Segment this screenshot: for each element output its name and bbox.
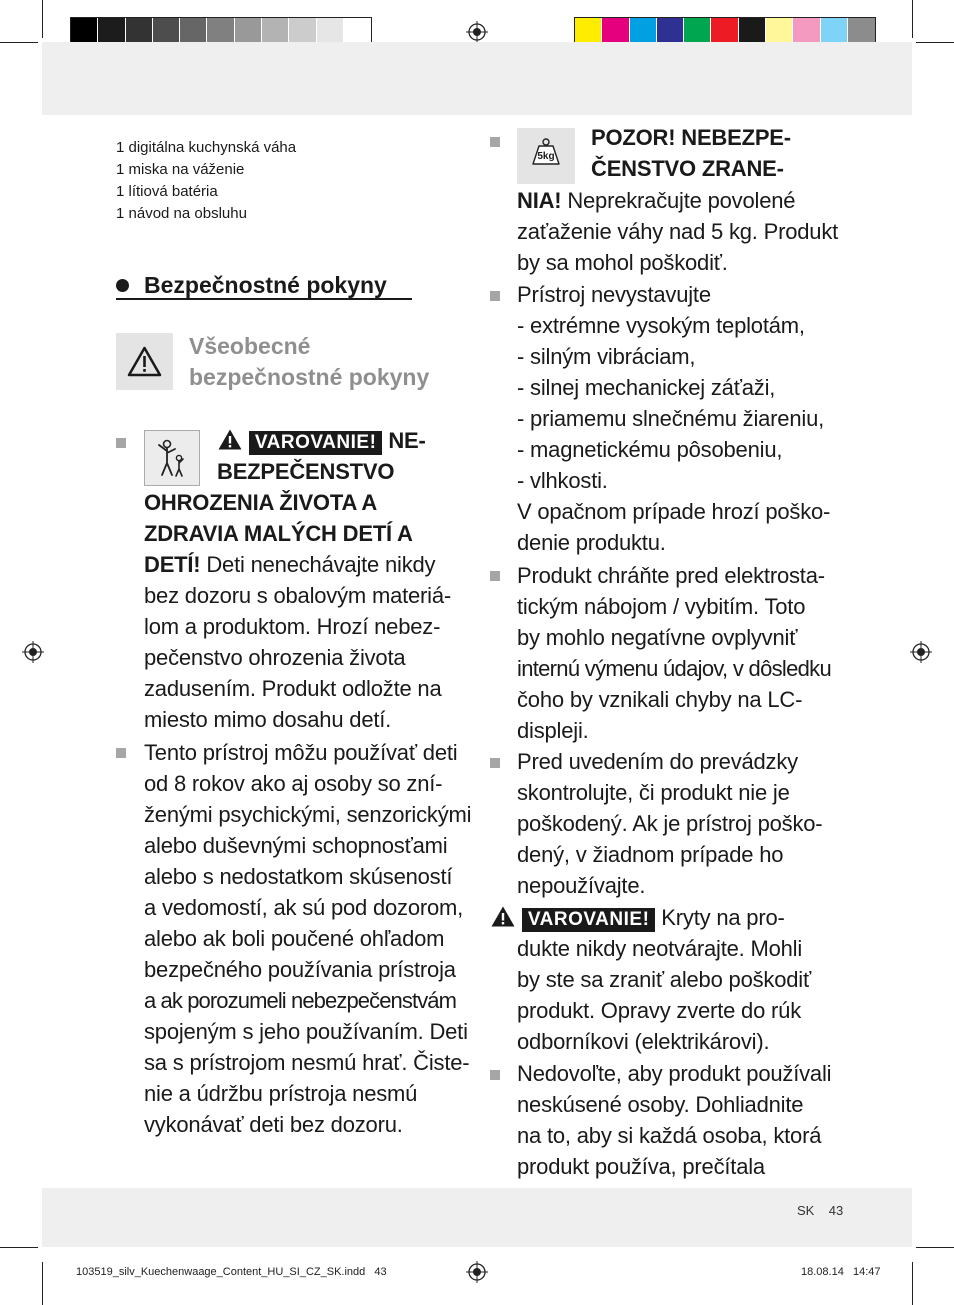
users-text: Nedovoľte, aby produkt používali neskúsené osoby. Dohliadnite na to, aby si každá osoba, ktorá produkt používa, prečítala xyxy=(517,1061,832,1179)
color-swatch xyxy=(289,18,316,45)
section-title: Bezpečnostné pokyny xyxy=(144,272,387,298)
check-text: Pred uvedením do prevádzky skontrolujte, či produkt nie je poškodený. Ak je prístroj poško- dený, v žiadnom prípade ho nepoužívajte. xyxy=(517,749,823,898)
cover-warning-line1: VAROVANIE! Kryty na pro- xyxy=(490,902,785,933)
general-warning-box xyxy=(116,333,173,390)
registration-mark-icon xyxy=(22,641,44,663)
color-swatch xyxy=(793,18,820,45)
color-swatch xyxy=(317,18,344,45)
bullet-icon xyxy=(490,1070,500,1080)
warning-triangle-icon xyxy=(116,333,173,390)
warning-label: VAROVANIE! xyxy=(522,908,655,932)
registration-mark-icon xyxy=(466,1261,488,1283)
color-swatch xyxy=(657,18,684,45)
caution-text: NIA! Neprekračujte povolené zaťaženie váhy nad 5 kg. Produkt by sa mohol poškodiť. xyxy=(517,188,839,275)
color-swatch xyxy=(766,18,793,45)
color-swatch xyxy=(126,18,153,45)
registration-mark-icon xyxy=(910,641,932,663)
color-swatch xyxy=(739,18,766,45)
bullet-icon xyxy=(490,571,500,581)
registration-mark-icon xyxy=(466,21,488,43)
color-swatch xyxy=(630,18,657,45)
warning-label: VAROVANIE! xyxy=(249,431,382,455)
list-item: 1 digitálna kuchynská váha xyxy=(116,139,297,156)
child-warning-title: BEZPEČENSTVO xyxy=(217,459,395,484)
file-date: 18.08.14 14:47 xyxy=(801,1266,881,1278)
color-swatch xyxy=(180,18,207,45)
color-swatch xyxy=(262,18,289,45)
child-safety-icon xyxy=(144,430,200,486)
list-item: 1 miska na váženie xyxy=(116,161,245,178)
esd-text: Produkt chráňte pred elektrosta- tickým nábojom / vybitím. Toto by mohlo negatívne ovplyvniť internú výmenu údajov, v dôsledku čoho by vznikali chyby na LC- displeji. xyxy=(517,563,832,743)
color-swatch xyxy=(344,18,371,45)
cover-warning-text: dukte nikdy neotvárajte. Mohli by ste sa zraniť alebo poškodiť produkt. Opravy zverte do rúk odborníkovi (elektrikárovi). xyxy=(517,936,812,1054)
color-swatch xyxy=(235,18,262,45)
list-item: 1 lítiová batéria xyxy=(116,183,218,200)
caution-title: POZOR! NEBEZPE- ČENSTVO ZRANE- xyxy=(591,125,791,181)
usage-restriction-text: Tento prístroj môžu používať deti od 8 rokov ako aj osoby so zní- ženými psychickými, senzorickými alebo duševnými schopnosťami alebo s nedostatkom skúseností a vedomostí, ak sú pod dozorom, alebo ak boli poučené ohľadom bezpečného používania prístroja a ak porozumeli nebezpečenstvám spojeným s jeho používaním. Deti sa s prístrojom nesmú hrať. Čiste- nie a údržbu prístroja nesmú vykonávať deti bez dozoru. xyxy=(144,740,472,1137)
file-slug: 103519_silv_Kuechenwaage_Content_HU_SI_CZ_SK.indd 43 xyxy=(76,1266,387,1278)
color-swatch xyxy=(684,18,711,45)
section-title-underline xyxy=(116,298,412,300)
color-swatch xyxy=(848,18,875,45)
bullet-icon xyxy=(116,748,126,758)
color-swatch xyxy=(98,18,125,45)
section-bullet-icon xyxy=(116,279,129,292)
general-heading: Všeobecné bezpečnostné pokyny xyxy=(189,333,430,390)
color-swatch xyxy=(711,18,738,45)
bullet-icon xyxy=(490,137,500,147)
color-swatch xyxy=(821,18,848,45)
child-warning-text: OHROZENIA ŽIVOTA A ZDRAVIA MALÝCH DETÍ A DETÍ! Deti nenechávajte nikdy bez dozoru s obalovým materiá- lom a produktom. Hrozí nebez- pečenstvo ohrozenia života zadusením. Produkt odložte na miesto mimo dosahu detí. xyxy=(144,490,452,732)
warning-triangle-icon xyxy=(217,428,243,451)
header-band xyxy=(42,42,912,115)
bullet-icon xyxy=(490,291,500,301)
child-warning-title-line1: VAROVANIE! NE- xyxy=(217,425,426,456)
bullet-icon xyxy=(490,758,500,768)
footer-band xyxy=(42,1188,912,1247)
color-swatch xyxy=(153,18,180,45)
color-swatch xyxy=(575,18,602,45)
exposure-text: Prístroj nevystavujte - extrémne vysokým teplotám, - silným vibráciam, - silnej mechanickej záťaži, - priamemu slnečnému žiareniu, - magnetickému pôsobeniu, - vlhkosti. V opačnom prípade hrozí poško- denie produktu. xyxy=(517,282,831,555)
weight-label: 5kg xyxy=(537,151,555,162)
color-swatch xyxy=(602,18,629,45)
page-number: SK 43 xyxy=(797,1203,844,1218)
max-weight-icon xyxy=(517,128,575,184)
color-swatch xyxy=(207,18,234,45)
color-swatch xyxy=(71,18,98,45)
warning-triangle-icon xyxy=(490,905,516,928)
package-contents xyxy=(116,137,296,225)
bullet-icon xyxy=(116,438,126,448)
list-item: 1 návod na obsluhu xyxy=(116,205,247,222)
